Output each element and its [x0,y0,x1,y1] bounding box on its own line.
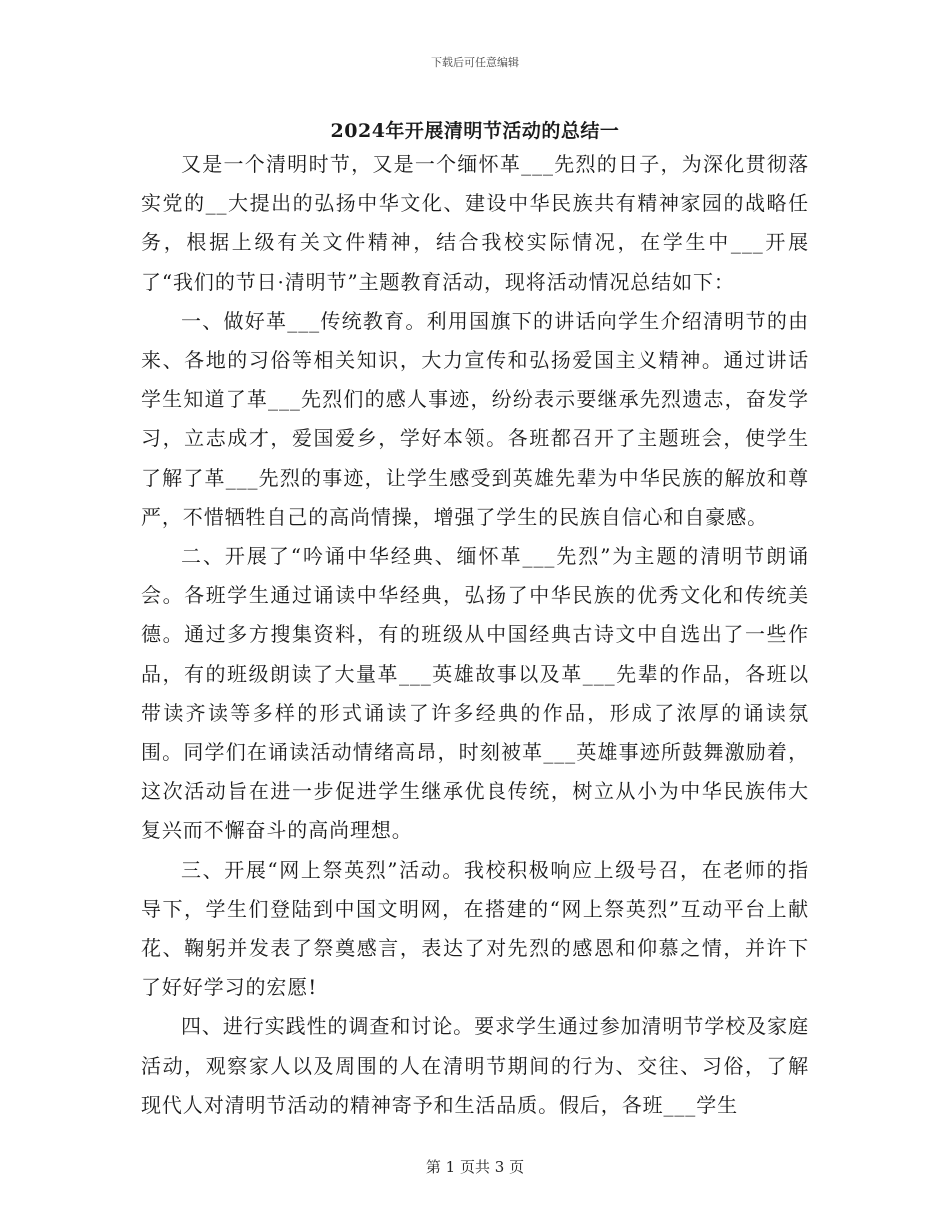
paragraph-intro: 又是一个清明时节，又是一个缅怀革___先烈的日子，为深化贯彻落实党的__大提出的弘扬中华文化、建设中华民族共有精神家园的战略任务，根据上级有关文件精神，结合我校实际情况，在学生中___开展了“我们的节日·清明节”主题教育活动，现将活动情况总结如下： [141,152,809,294]
header-note: 下载后可任意编辑 [431,56,519,69]
document-title: 2024年开展清明节活动的总结一 [330,120,620,142]
paragraph-section-4: 四、进行实践性的调查和讨论。要求学生通过参加清明节学校及家庭活动，观察家人以及周围的人在清明节期间的行为、交往、习俗，了解现代人对清明节活动的精神寄予和生活品质。假后，各班___学生 [141,1014,809,1117]
page-number: 第 1 页共 3 页 [425,1158,525,1176]
paragraph-section-2: 二、开展了“吟诵中华经典、缅怀革___先烈”为主题的清明节朗诵会。各班学生通过诵读中华经典，弘扬了中华民族的优秀文化和传统美德。通过多方搜集资料，有的班级从中国经典古诗文中自选出了一些作品，有的班级朗读了大量革___英雄故事以及革___先辈的作品，各班以带读齐读等多样的形式诵读了许多经典的作品，形成了浓厚的诵读氛围。同学们在诵读活动情绪高昂，时刻被革___英雄事迹所鼓舞激励着，这次活动旨在进一步促进学生继承优良传统，树立从小为中华民族伟大复兴而不懈奋斗的高尚理想。 [141,544,809,843]
paragraph-section-1: 一、做好革___传统教育。利用国旗下的讲话向学生介绍清明节的由来、各地的习俗等相关知识，大力宣传和弘扬爱国主义精神。通过讲话学生知道了革___先烈们的感人事迹，纷纷表示要继承先烈遗志，奋发学习，立志成才，爱国爱乡，学好本领。各班都召开了主题班会，使学生了解了革___先烈的事迹，让学生感受到英雄先辈为中华民族的解放和尊严，不惜牺牲自己的高尚情操，增强了学生的民族自信心和自豪感。 [141,308,809,529]
document-body [141,145,809,1125]
paragraph-section-3: 三、开展“网上祭英烈”活动。我校积极响应上级号召，在老师的指导下，学生们登陆到中国文明网，在搭建的“网上祭英烈”互动平台上献花、鞠躬并发表了祭奠感言，表达了对先烈的感恩和仰慕之情，并许下了好好学习的宏愿! [141,857,809,1000]
